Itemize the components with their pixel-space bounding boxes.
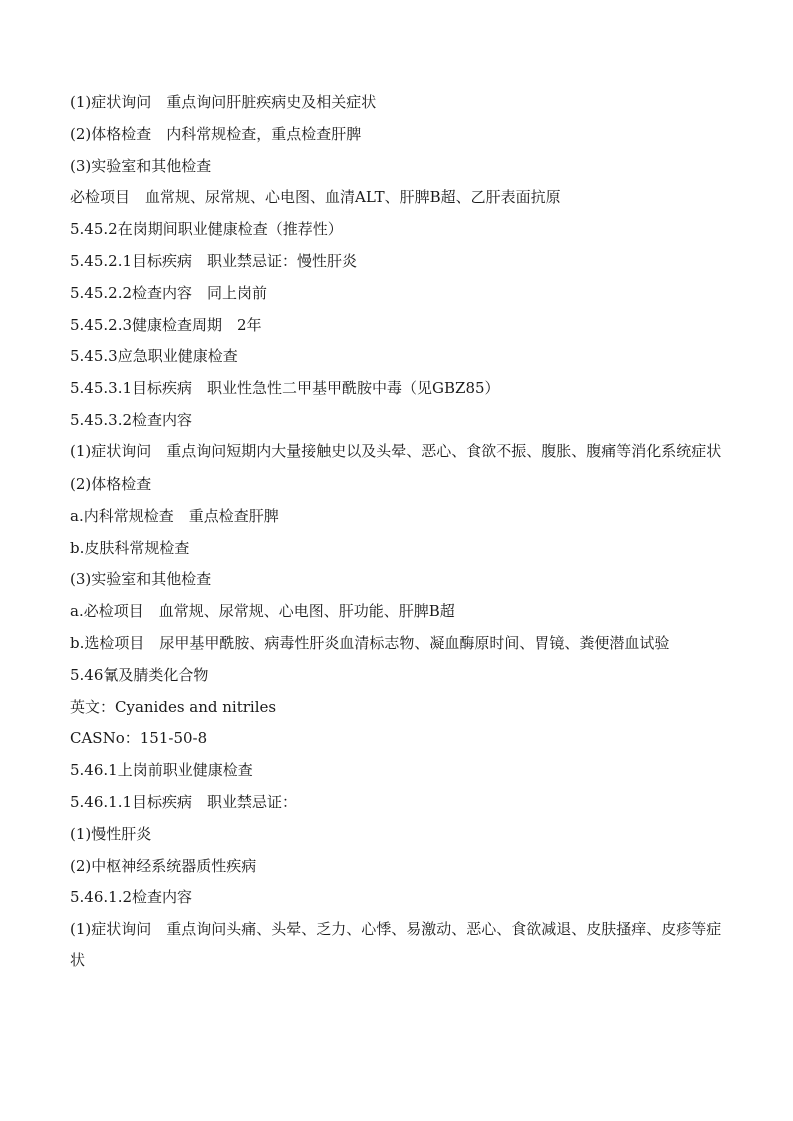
text-line: a.必检项目 血常规、尿常规、心电图、肝功能、肝脾B超 [70, 602, 455, 621]
text-line: (2)体格检查 内科常规检查，重点检查肝脾 [70, 124, 362, 143]
section-heading: 5.45.2在岗期间职业健康检查（推荐性） [70, 220, 343, 239]
text-line: 5.45.3.1目标疾病 职业性急性二甲基甲酰胺中毒（见GBZ85） [70, 379, 500, 398]
text-line: 5.46.1.1目标疾病 职业禁忌证： [70, 793, 298, 812]
text-line: 5.45.2.2检查内容 同上岗前 [70, 283, 268, 302]
text-line: CASNo：151-50-8 [70, 729, 208, 748]
section-heading: 5.45.3应急职业健康检查 [70, 347, 238, 366]
text-line: (1)慢性肝炎 [70, 824, 152, 843]
text-line: (3)实验室和其他检查 [70, 570, 212, 589]
section-heading: 5.46.1上岗前职业健康检查 [70, 761, 253, 780]
text-line: 5.45.2.1目标疾病 职业禁忌证：慢性肝炎 [70, 251, 358, 270]
text-line: 5.45.3.2检查内容 [70, 410, 193, 429]
section-heading: 5.46氰及腈类化合物 [70, 665, 209, 684]
document-body [70, 92, 732, 983]
text-line: 必检项目 血常规、尿常规、心电图、血清ALT、肝脾B超、乙肝表面抗原 [70, 188, 561, 207]
text-paragraph: (1)症状询问 重点询问头痛、头晕、乏力、心悸、易激动、恶心、食欲减退、皮肤搔痒、皮疹等症状 [70, 919, 722, 970]
text-line: (2)体格检查 [70, 475, 152, 494]
text-line: a.内科常规检查 重点检查肝脾 [70, 506, 279, 525]
text-line: 5.46.1.2检查内容 [70, 888, 193, 907]
text-paragraph: (1)症状询问 重点询问短期内大量接触史以及头晕、恶心、食欲不振、腹胀、腹痛等消化系统症状 [70, 442, 722, 461]
text-line: (2)中枢神经系统器质性疾病 [70, 856, 257, 875]
text-line: 5.45.2.3健康检查周期 2年 [70, 315, 262, 334]
text-line: 英文：Cyanides and nitriles [70, 697, 277, 716]
text-line: (3)实验室和其他检查 [70, 156, 212, 175]
text-line: (1)症状询问 重点询问肝脏疾病史及相关症状 [70, 93, 377, 111]
text-line: b.皮肤科常规检查 [70, 538, 190, 557]
text-line: b.选检项目 尿甲基甲酰胺、病毒性肝炎血清标志物、凝血酶原时间、胃镜、粪便潜血试验 [70, 634, 670, 653]
